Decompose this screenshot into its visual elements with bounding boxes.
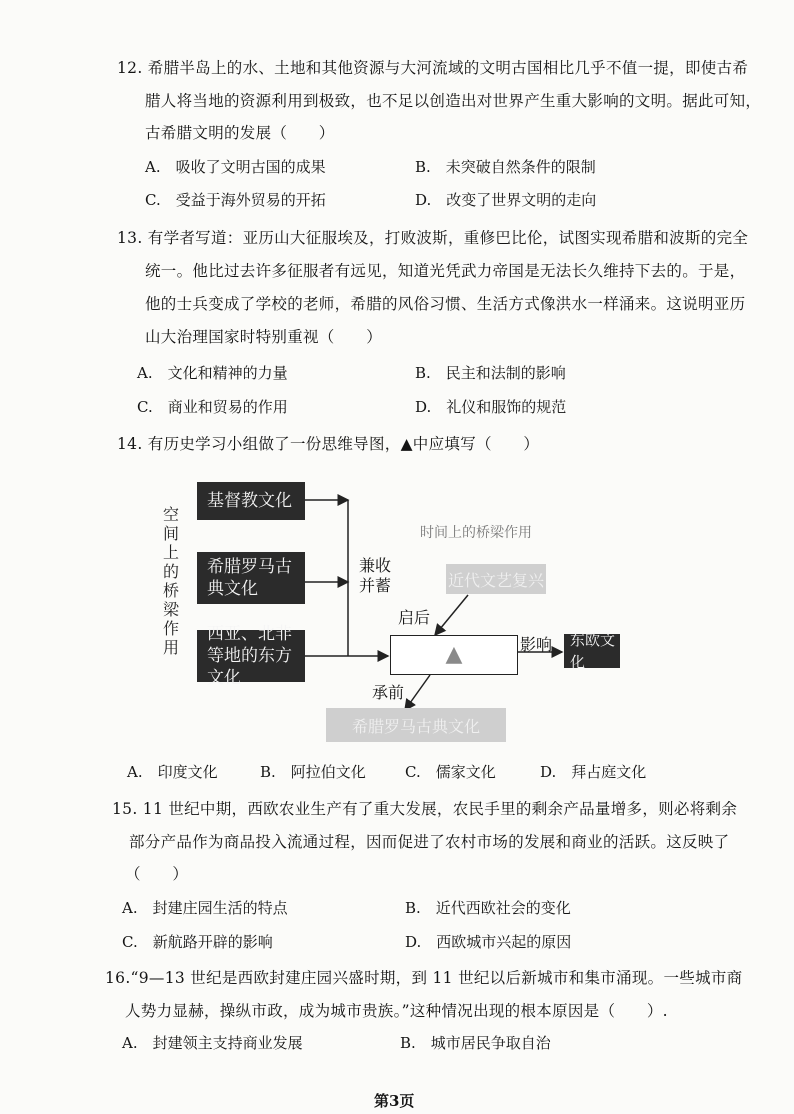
triangle-icon: ▲ [445,642,463,667]
merge-label: 兼收并蓄 [359,556,392,595]
q12-option-b[interactable]: B. 未突破自然条件的限制 [415,158,596,176]
q13-line-2: 统一。他比过去许多征服者有远见，知道光凭武力帝国是无法长久维持下去的。于是， [145,262,746,280]
q12-option-a[interactable]: A. 吸收了文明古国的成果 [145,158,326,176]
christian-culture-box: 基督教文化 [197,482,305,520]
spatial-bridge-label: 空间上的桥梁作用 [162,505,179,657]
q13-line-4: 山大治理国家时特别重视（ ） [145,328,383,346]
q16-line-2: 人势力显赫，操纵市政，成为城市贵族。”这种情况出现的根本原因是（ ）. [125,1002,668,1020]
q15-option-a[interactable]: A. 封建庄园生活的特点 [122,899,288,917]
q12-option-d[interactable]: D. 改变了世界文明的走向 [415,191,597,209]
q13-line-3: 他的士兵变成了学校的老师，希腊的风俗习惯、生活方式像洪水一样涌来。这说明亚历 [145,295,746,313]
q13-line-1: 13. 有学者写道：亚历山大征服埃及，打败波斯，重修巴比伦，试图实现希腊和波斯的完全 [117,229,749,247]
q15-line-3: （ ） [125,865,189,883]
east-europe-culture-box: 东欧文化 [564,634,620,668]
q12-line-1: 12. 希腊半岛上的水、土地和其他资源与大河流域的文明古国相比几乎不值一提，即使古希 [117,59,749,77]
q16-option-a[interactable]: A. 封建领主支持商业发展 [122,1034,303,1052]
q12-option-c[interactable]: C. 受益于海外贸易的开拓 [145,191,326,209]
greco-roman-culture-box: 希腊罗马古典文化 [197,552,305,604]
q12-line-2: 腊人将当地的资源利用到极致，也不足以创造出对世界产生重大影响的文明。据此可知， [145,92,762,110]
bottom-greco-roman-box: 希腊罗马古典文化 [326,708,506,742]
q15-option-c[interactable]: C. 新航路开辟的影响 [122,933,273,951]
q13-option-a[interactable]: A. 文化和精神的力量 [137,364,288,382]
page-number: 第3页 [374,1092,415,1110]
q13-option-d[interactable]: D. 礼仪和服饰的规范 [415,398,567,416]
q14-line-1: 14. 有历史学习小组做了一份思维导图，▲中应填写（ ） [117,435,540,453]
q15-option-b[interactable]: B. 近代西欧社会的变化 [405,899,571,917]
influence-label: 影响 [520,635,553,654]
eastern-culture-box: 西亚、北非等地的东方文化 [197,630,305,682]
q15-line-2: 部分产品作为商品投入流通过程，因而促进了农村市场的发展和商业的活跃。这反映了 [129,833,730,851]
q14-option-c[interactable]: C. 儒家文化 [405,763,496,781]
q13-option-b[interactable]: B. 民主和法制的影响 [415,364,566,382]
time-bridge-label: 时间上的桥梁作用 [420,525,532,541]
q16-line-1: 16.“9—13 世纪是西欧封建庄园兴盛时期，到 11 世纪以后新城市和集市涌现。一些城市商 [105,969,743,987]
mind-map-diagram [150,470,620,760]
q16-option-b[interactable]: B. 城市居民争取自治 [400,1034,551,1052]
q14-option-a[interactable]: A. 印度文化 [127,763,218,781]
inherit-after-label: 启后 [398,608,431,627]
q15-line-1: 15. 11 世纪中期，西欧农业生产有了重大发展，农民手里的剩余产品量增多，则必将剩余 [112,800,738,818]
center-blank-box [390,635,518,675]
inherit-before-label: 承前 [372,683,405,702]
q13-option-c[interactable]: C. 商业和贸易的作用 [137,398,288,416]
q15-option-d[interactable]: D. 西欧城市兴起的原因 [405,933,572,951]
q14-option-d[interactable]: D. 拜占庭文化 [540,763,647,781]
renaissance-box: 近代文艺复兴 [446,564,546,594]
q12-line-3: 古希腊文明的发展（ ） [145,124,335,142]
q14-option-b[interactable]: B. 阿拉伯文化 [260,763,366,781]
